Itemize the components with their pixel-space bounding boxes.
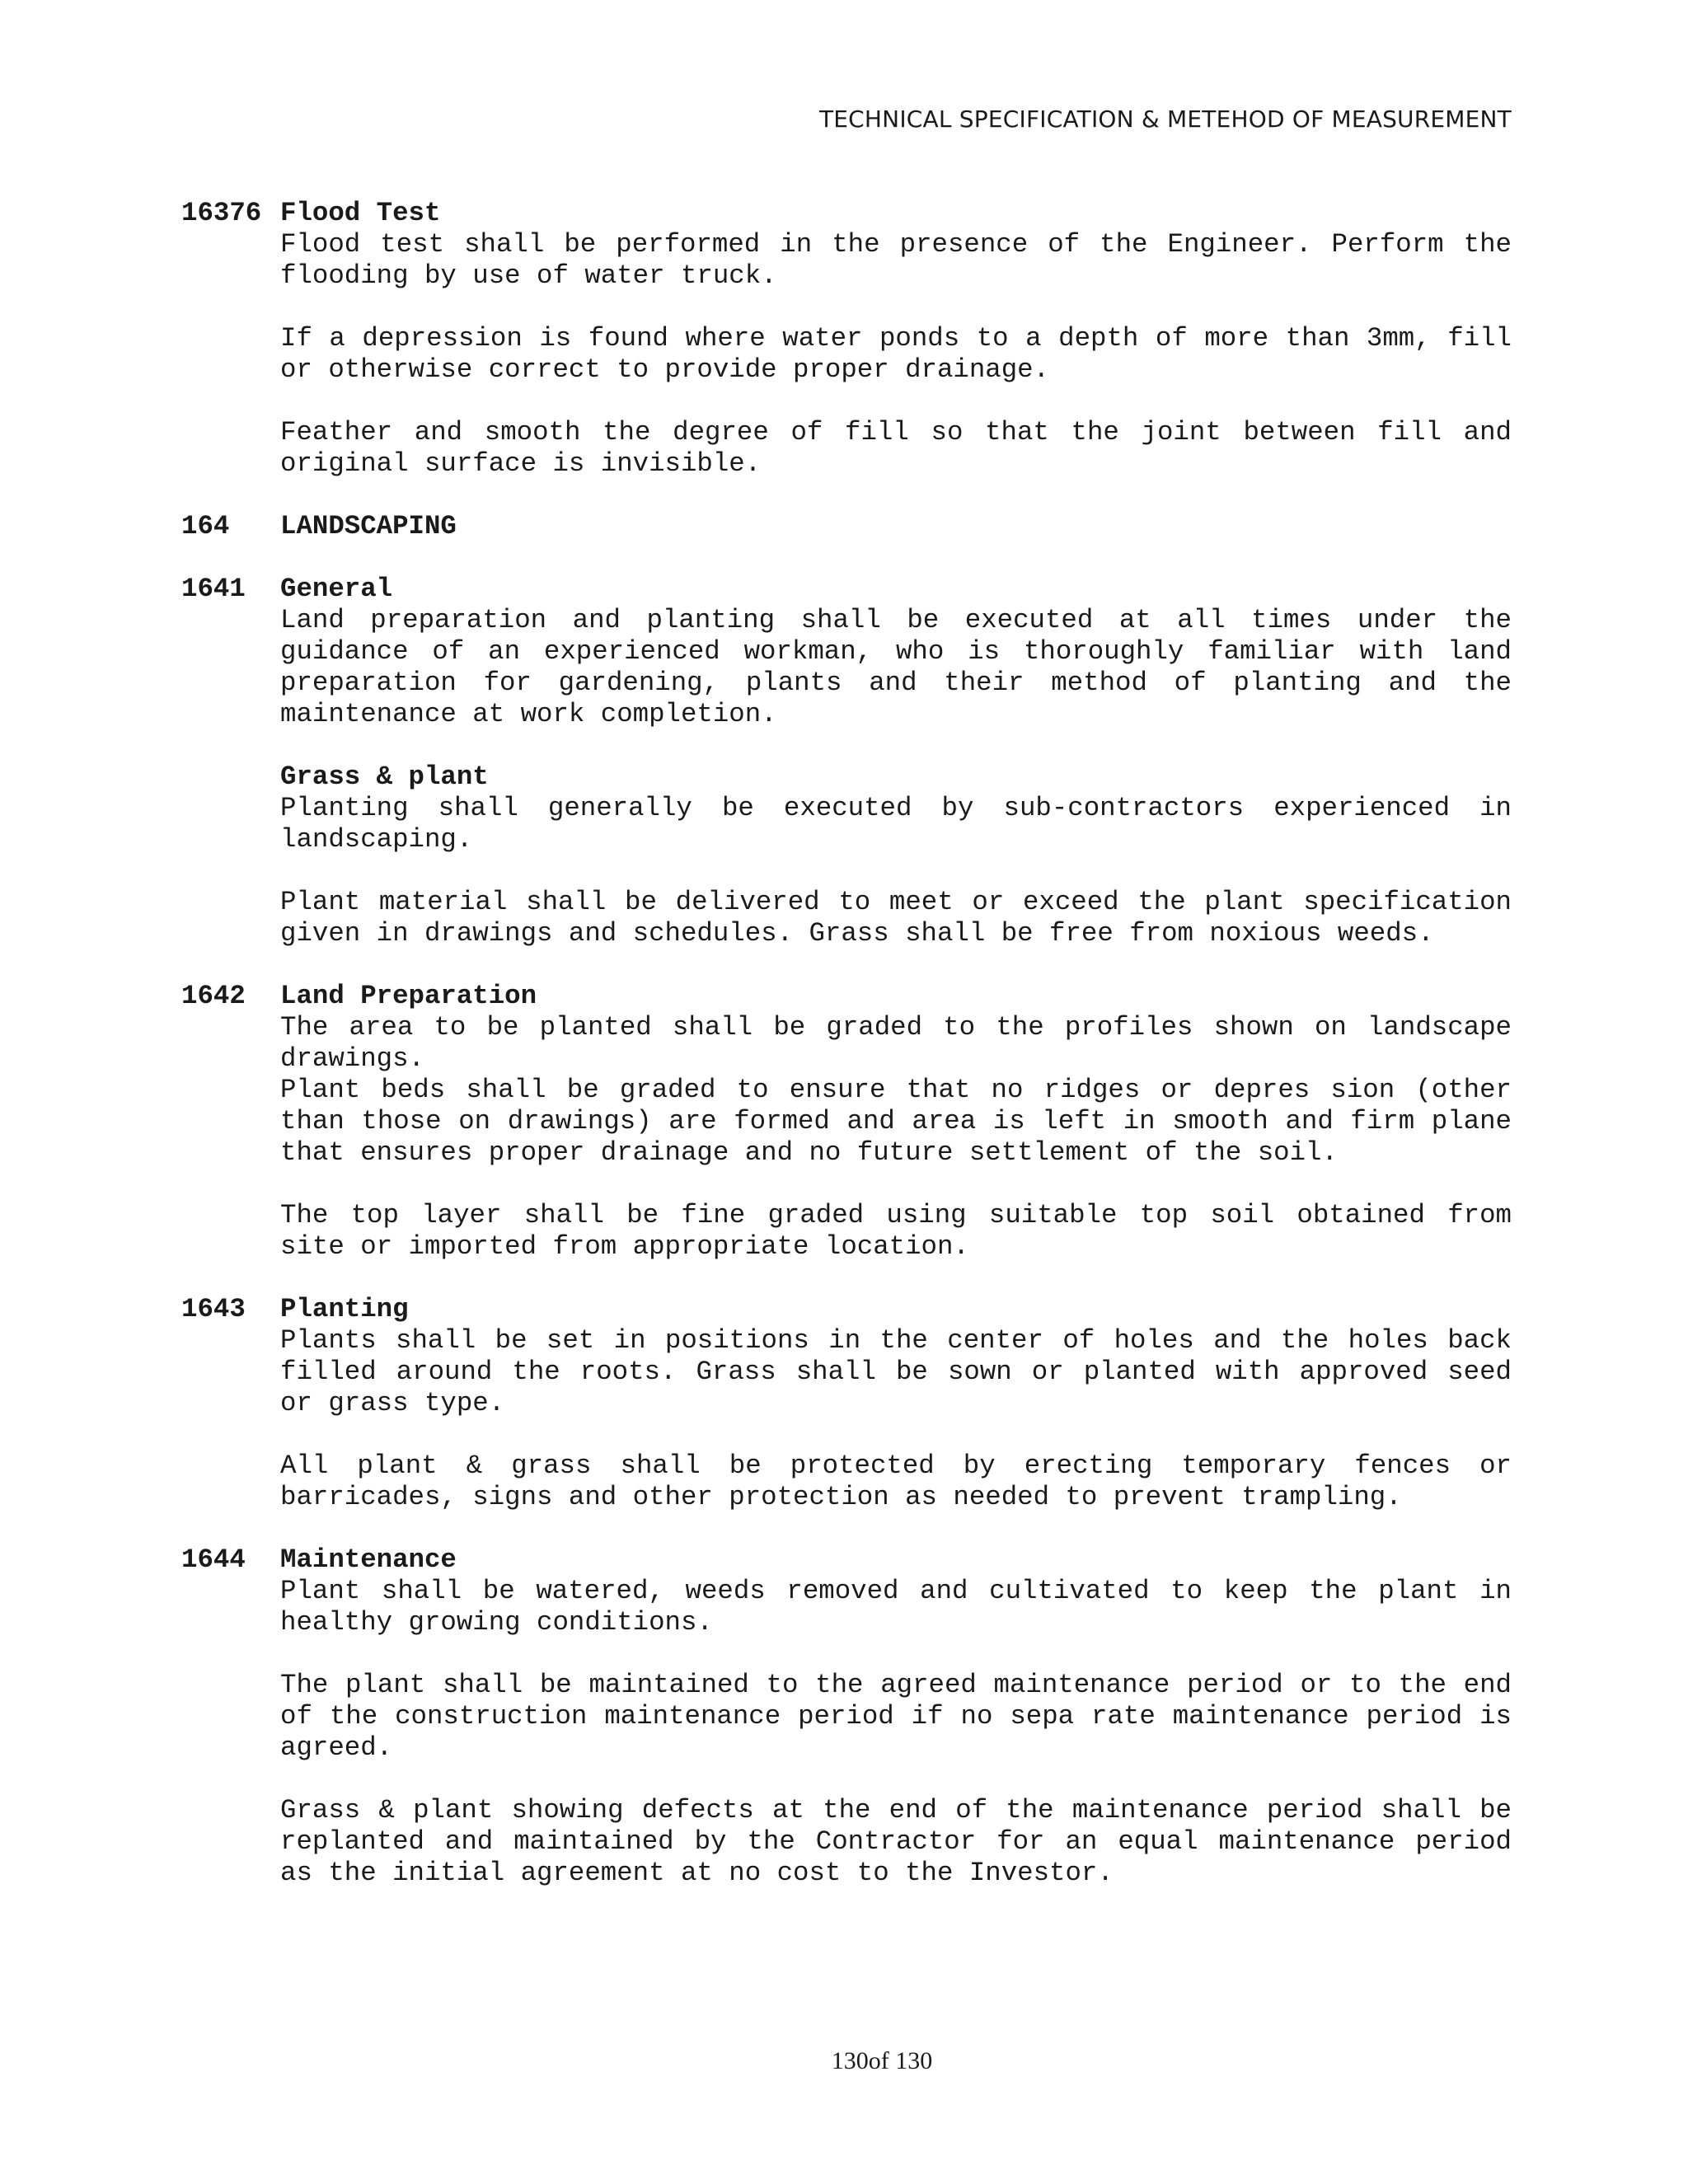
section-title: LANDSCAPING xyxy=(280,511,457,541)
section-body xyxy=(280,229,1512,480)
section-heading xyxy=(181,511,1512,542)
section-number: 164 xyxy=(181,511,230,541)
running-header: TECHNICAL SPECIFICATION & METEHOD OF MEASUREMENT xyxy=(818,105,1512,133)
section-number: 1643 xyxy=(181,1294,246,1324)
page-number: 130of 130 xyxy=(831,2047,933,2074)
section-1641 xyxy=(181,574,1512,949)
section-title: Land Preparation xyxy=(280,981,537,1011)
section-body xyxy=(280,605,1512,949)
paragraph: The area to be planted shall be graded to the profiles shown on landscape drawings. xyxy=(280,1012,1512,1074)
paragraph: Feather and smooth the degree of fill so that the joint between fill and original surface is invisible. xyxy=(280,417,1512,479)
paragraph: Planting shall generally be executed by sub-contractors experienced in landscaping. xyxy=(280,793,1512,855)
paragraph: Plant material shall be delivered to meet or exceed the plant specification given in drawings and schedules. Grass shall be free from noxious weeds. xyxy=(280,887,1512,949)
section-title: Maintenance xyxy=(280,1544,457,1575)
paragraph: Land preparation and planting shall be executed at all times under the guidance of an experienced workman, who is thoroughly familiar with land preparation for gardening, plants and their method of planting and the maintenance at work completion. xyxy=(280,605,1512,729)
section-164 xyxy=(181,511,1512,542)
paragraph: The top layer shall be fine graded using suitable top soil obtained from site or imported from appropriate location. xyxy=(280,1200,1512,1262)
section-heading xyxy=(181,198,1512,229)
paragraph: Plant shall be watered, weeds removed and cultivated to keep the plant in healthy growing conditions. xyxy=(280,1576,1512,1638)
section-number: 1642 xyxy=(181,981,246,1011)
paragraph: All plant & grass shall be protected by erecting temporary fences or barricades, signs and other protection as needed to prevent trampling. xyxy=(280,1451,1512,1512)
subheading: Grass & plant xyxy=(280,762,489,792)
paragraph: Plant beds shall be graded to ensure that no ridges or depres sion (other than those on drawings) are formed and area is left in smooth and firm plane that ensures proper drainage and no future settlement of the soil. xyxy=(280,1075,1512,1168)
section-title: Planting xyxy=(280,1294,409,1324)
section-heading xyxy=(181,981,1512,1012)
section-1643 xyxy=(181,1294,1512,1513)
section-1644 xyxy=(181,1544,1512,1889)
paragraph: Grass & plant showing defects at the end of the maintenance period shall be replanted and maintained by the Contractor for an equal maintenance period as the initial agreement at no cost to the Investor. xyxy=(280,1795,1512,1888)
paragraph: Plants shall be set in positions in the center of holes and the holes back filled around the roots. Grass shall be sown or planted with approved seed or grass type. xyxy=(280,1325,1512,1418)
section-heading xyxy=(181,574,1512,605)
section-title: Flood Test xyxy=(280,198,441,228)
section-heading xyxy=(181,1544,1512,1576)
section-16376 xyxy=(181,198,1512,480)
paragraph: The plant shall be maintained to the agreed maintenance period or to the end of the construction maintenance period if no sepa rate maintenance period is agreed. xyxy=(280,1670,1512,1763)
paragraph: If a depression is found where water ponds to a depth of more than 3mm, fill or otherwise correct to provide proper drainage. xyxy=(280,323,1512,385)
document-body xyxy=(181,198,1512,1889)
section-body xyxy=(280,1576,1512,1889)
section-number: 1641 xyxy=(181,574,246,604)
section-body xyxy=(280,1012,1512,1263)
section-1642 xyxy=(181,981,1512,1263)
section-body xyxy=(280,1325,1512,1513)
section-number: 1644 xyxy=(181,1544,246,1575)
paragraph: Flood test shall be performed in the presence of the Engineer. Perform the flooding by use of water truck. xyxy=(280,229,1512,291)
section-title: General xyxy=(280,574,393,604)
section-heading xyxy=(181,1294,1512,1325)
section-number: 16376 xyxy=(181,198,262,228)
